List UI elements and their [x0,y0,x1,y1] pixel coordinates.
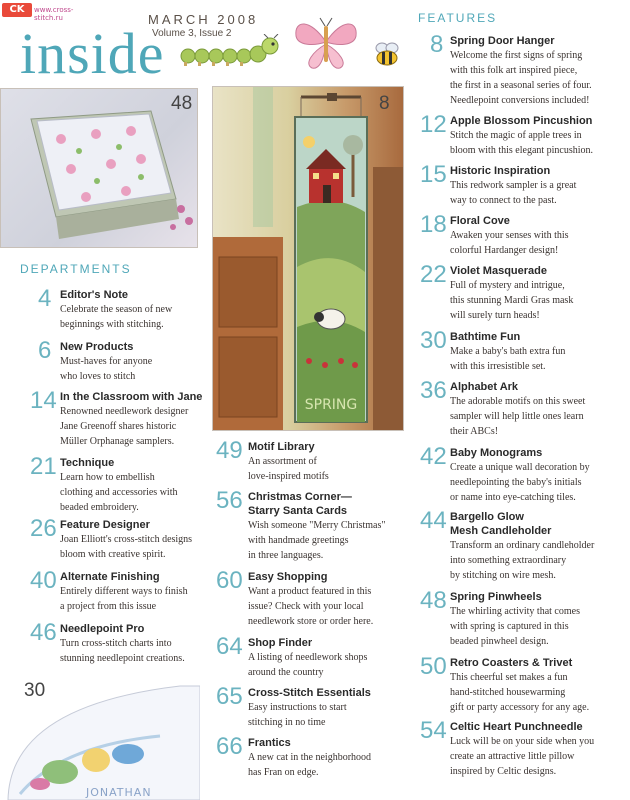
feature-title-line2: Mesh Candleholder [450,525,552,537]
feature-page: 18 [420,211,447,238]
bib-page-number: 30 [24,680,46,701]
middle-desc-line: issue? Check with your local [248,601,364,612]
departments-heading: DEPARTMENTS [20,262,132,276]
pincushion-page-number: 48 [171,93,193,114]
middle-page: 60 [216,567,243,594]
feature-desc-line: Make a baby's bath extra fun [450,346,566,357]
feature-desc-line: This redwork sampler is a great [450,180,577,191]
feature-page: 54 [420,717,447,744]
middle-desc-line: A new cat in the neighborhood [248,752,372,763]
feature-title: Violet Masquerade [450,265,547,277]
features-heading: FEATURES [418,11,498,25]
feature-desc-line: The adorable motifs on this sweet [450,396,586,407]
feature-desc-line: Stitch the magic of apple trees in [450,130,582,141]
dept-desc-line: Entirely different ways to finish [60,586,188,597]
dept-title: New Products [60,341,134,353]
dept-desc-line: who loves to stitch [60,371,136,382]
middle-desc-line: A listing of needlework shops [248,652,368,663]
dept-page: 46 [30,619,57,646]
feature-title: Alphabet Ark [450,381,519,393]
dept-desc-line: Müller Orphanage samplers. [60,436,175,447]
feature-desc-line: needlepointing the baby's initials [450,477,582,488]
feature-title: Floral Cove [450,215,510,227]
feature-title: Baby Monograms [450,447,543,459]
feature-desc-line: this stunning Mardi Gras mask [450,295,574,306]
dept-title: Feature Designer [60,519,150,531]
feature-title: Spring Door Hanger [450,35,555,47]
feature-title: Historic Inspiration [450,165,551,177]
feature-title: Spring Pinwheels [450,591,542,603]
dept-desc-line: a project from this issue [60,601,157,612]
middle-page: 64 [216,633,243,660]
feature-desc-line: Awaken your senses with this [450,230,569,241]
feature-page: 36 [420,377,447,404]
feature-desc-line: with spring is captured in this [450,621,569,632]
feature-title: Bargello Glow [450,511,524,523]
middle-desc-line: love-inspired motifs [248,471,329,482]
feature-desc-line: colorful Hardanger design! [450,245,559,256]
middle-page: 65 [216,683,243,710]
feature-desc-line: way to connect to the past. [450,195,557,206]
dept-title: Technique [60,457,115,469]
feature-page: 42 [420,443,447,470]
dept-desc-line: Joan Elliott's cross-stitch designs [60,534,193,545]
middle-title: Shop Finder [248,637,313,649]
hanger-page-number: 8 [379,93,390,114]
feature-page: 48 [420,587,447,614]
middle-title-line2: Starry Santa Cards [248,505,348,517]
door-hanger-illustration [213,87,404,431]
middle-desc-line: in three languages. [248,550,324,561]
middle-desc-line: Wish someone "Merry Christmas" [248,520,386,531]
dept-desc-line: beaded embroidery. [60,502,139,513]
dept-desc-line: Turn cross-stitch charts into [60,638,172,649]
watermark [0,0,82,20]
dept-page: 21 [30,453,57,480]
feature-title: Celtic Heart Punchneedle [450,721,583,733]
door-hanger-photo [212,86,404,431]
middle-desc-line: around the country [248,667,324,678]
feature-desc-line: beaded pinwheel design. [450,636,549,647]
middle-desc-line: Want a product featured in this [248,586,372,597]
feature-desc-line: with this folk art inspired piece, [450,65,578,76]
feature-desc-line: bloom with this elegant pincushion. [450,145,594,156]
dept-page: 40 [30,567,57,594]
dept-desc-line: Celebrate the season of new [60,304,173,315]
feature-desc-line: The whirling activity that comes [450,606,580,617]
feature-desc-line: sampler will help little ones learn [450,411,584,422]
middle-title: Frantics [248,737,291,749]
middle-desc-line: Easy instructions to start [248,702,347,713]
watermark-logo: CK [2,3,32,17]
feature-desc-line: with this irresistible set. [450,361,546,372]
pincushion-photo [0,88,198,248]
dept-desc-line: beginnings with stitching. [60,319,164,330]
middle-title: Christmas Corner— [248,491,352,503]
bib-photo [0,676,200,800]
page-title: inside [20,21,165,86]
feature-page: 44 [420,507,447,534]
feature-desc-line: Full of mystery and intrigue, [450,280,565,291]
issue-date: MARCH 2008 [148,12,259,27]
feature-desc-line: This cheerful set makes a fun [450,672,568,683]
dept-desc-line: Must-haves for anyone [60,356,153,367]
dept-page: 26 [30,515,57,542]
feature-desc-line: Needlepoint conversions included! [450,95,590,106]
feature-page: 15 [420,161,447,188]
dept-desc-line: Learn how to embellish [60,472,155,483]
feature-title: Retro Coasters & Trivet [450,657,573,669]
butterfly-motif [290,14,362,72]
dept-desc-line: Jane Greenoff shares historic [60,421,177,432]
feature-desc-line: into something extraordinary [450,555,567,566]
hanger-word: SPRING [304,397,358,413]
dept-page: 6 [38,337,52,364]
dept-title: Editor's Note [60,289,129,301]
middle-desc-line: has Fran on edge. [248,767,319,778]
feature-desc-line: hand-stitched housewarming [450,687,566,698]
middle-desc-line: needlework store or order here. [248,616,374,627]
dept-page: 4 [38,285,52,312]
volume-label: Volume 3, Issue 2 [152,28,232,39]
feature-desc-line: Luck will be on your side when you [450,736,595,747]
feature-desc-line: inspired by Celtic designs. [450,766,557,777]
middle-desc-line: with handmade greetings [248,535,349,546]
middle-page: 56 [216,487,243,514]
middle-title: Motif Library [248,441,315,453]
bee-motif [370,40,404,68]
middle-desc-line: An assortment of [248,456,317,467]
dept-title: Needlepoint Pro [60,623,145,635]
feature-desc-line: the first in a seasonal series of four. [450,80,592,91]
bib-word: JONATHAN [86,786,152,799]
feature-desc-line: will surely turn heads! [450,310,540,321]
feature-desc-line: Create a unique wall decoration by [450,462,590,473]
feature-desc-line: their ABCs! [450,426,499,437]
dept-desc-line: Renowned needlework designer [60,406,189,417]
caterpillar-motif [178,34,282,68]
feature-desc-line: Transform an ordinary candleholder [450,540,595,551]
dept-desc-line: bloom with creative spirit. [60,549,166,560]
dept-title: In the Classroom with Jane [60,391,203,403]
feature-page: 30 [420,327,447,354]
feature-desc-line: gift or party accessory for any age. [450,702,590,713]
middle-page: 49 [216,437,243,464]
dept-title: Alternate Finishing [60,571,160,583]
feature-desc-line: Welcome the first signs of spring [450,50,583,61]
feature-title: Bathtime Fun [450,331,521,343]
pincushion-illustration [1,89,199,249]
dept-page: 14 [30,387,57,414]
dept-desc-line: stunning needlepoint creations. [60,653,185,664]
watermark-text: www.cross-stitch.ru [34,6,74,22]
middle-title: Easy Shopping [248,571,328,583]
feature-page: 50 [420,653,447,680]
feature-title: Apple Blossom Pincushion [450,115,593,127]
feature-desc-line: by stitching on wire mesh. [450,570,556,581]
feature-desc-line: or name into eye-catching tiles. [450,492,576,503]
middle-page: 66 [216,733,243,760]
middle-desc-line: stitching in no time [248,717,326,728]
feature-desc-line: create an attractive little pillow [450,751,575,762]
feature-page: 22 [420,261,447,288]
feature-page: 12 [420,111,447,138]
middle-title: Cross-Stitch Essentials [248,687,371,699]
feature-page: 8 [430,31,444,58]
dept-desc-line: clothing and accessories with [60,487,178,498]
